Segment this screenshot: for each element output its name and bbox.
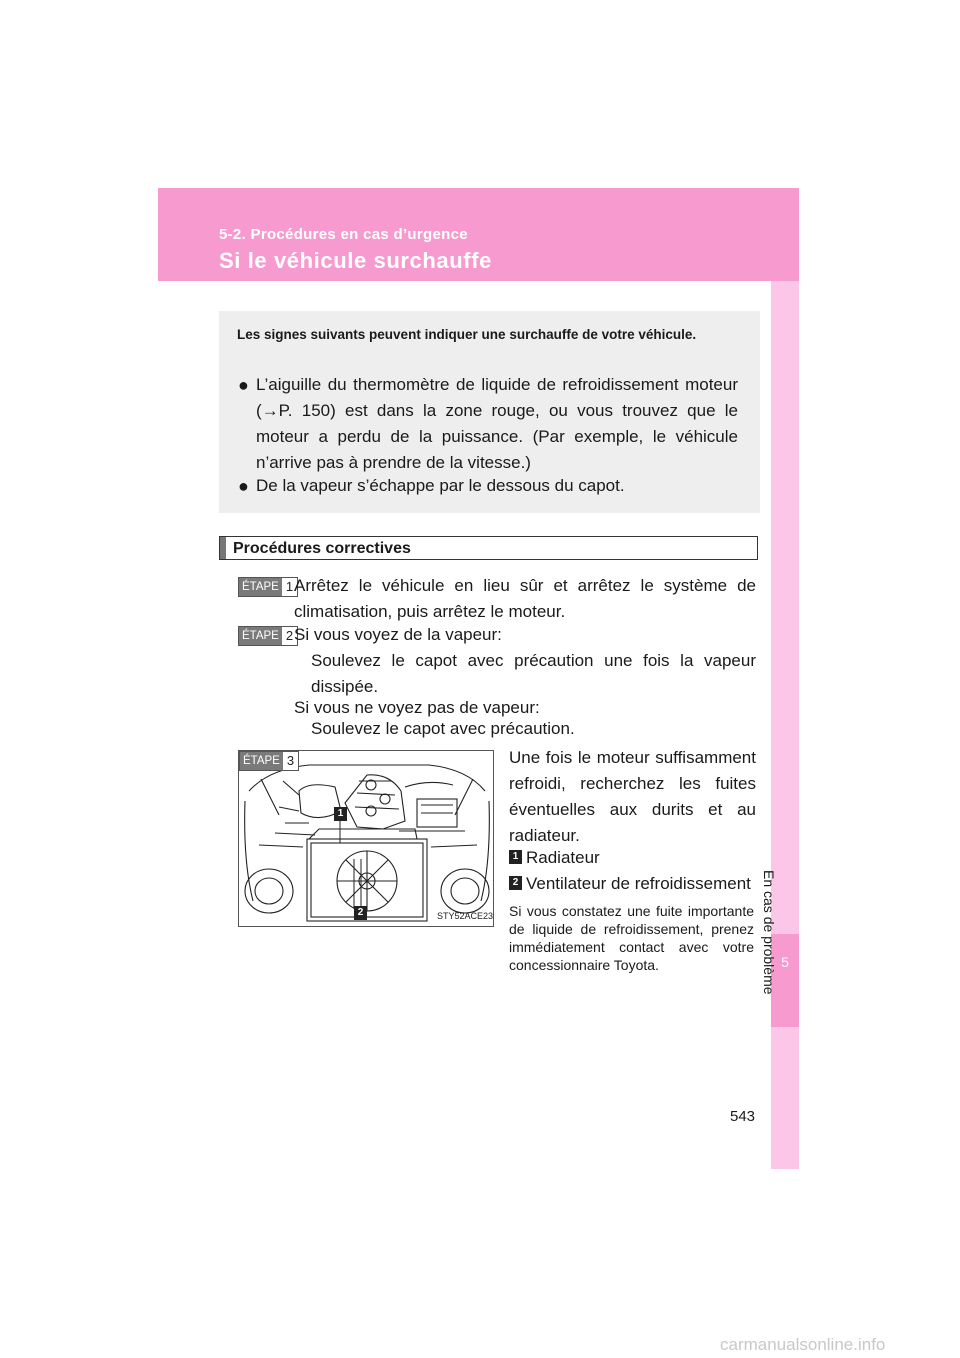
side-tab-label: En cas de problème <box>761 870 777 995</box>
intro-heading: Les signes suivants peuvent indiquer une surchauffe de votre véhicule. <box>237 327 697 342</box>
watermark: carmanualsonline.info <box>720 1335 886 1354</box>
intro-bullet <box>238 473 738 499</box>
step-2-badge <box>238 626 298 646</box>
step-number: 2 <box>285 628 294 643</box>
intro-bullet <box>238 372 738 476</box>
figure-callout-1: 1 <box>334 807 347 821</box>
step-2-sub1: Soulevez le capot avec précaution une fois la vapeur dissipée. <box>311 651 756 696</box>
legend-label: Ventilateur de refroidissement <box>526 874 751 893</box>
step-2-text: Si vous voyez de la vapeur: <box>294 625 502 644</box>
engine-drawing <box>239 751 494 927</box>
figure-callout-2: 2 <box>354 906 367 920</box>
legend-callout: 2 <box>509 876 522 890</box>
bullet-text: L’aiguille du thermomètre de liquide de refroidissement moteur (→P. 150) est dans la zone rouge, ou vous trouvez que le moteur a perdu de la puissance. (Par exemple, le véhicule n’arrive pas à prendre de la vitesse.) <box>256 375 738 472</box>
step-word: ÉTAPE <box>240 752 283 770</box>
bullet-text: De la vapeur s’échappe par le dessous du capot. <box>256 476 625 495</box>
step-word: ÉTAPE <box>239 578 282 596</box>
engine-illustration <box>238 750 494 927</box>
step-word: ÉTAPE <box>239 627 282 645</box>
step-3-text: Une fois le moteur suffisamment refroidi, recherchez les fuites éventuelles aux durits et au radiateur. <box>509 748 756 845</box>
note-text: Si vous constatez une fuite importante de liquide de refroidissement, prenez immédiatement contact avec votre concessionnaire Toyota. <box>509 903 754 973</box>
bullet-icon: ● <box>238 476 249 496</box>
step-3-badge <box>239 751 299 771</box>
bullet-icon: ● <box>238 375 249 395</box>
step-number: 3 <box>286 753 295 768</box>
step-1-badge <box>238 577 298 597</box>
procedures-heading <box>219 536 758 560</box>
heading-bar <box>220 537 226 559</box>
procedures-title: Procédures correctives <box>233 540 411 557</box>
legend-label: Radiateur <box>526 848 600 867</box>
step-number: 1 <box>285 579 294 594</box>
step-1-text: Arrêtez le véhicule en lieu sûr et arrêtez le système de climatisation, puis arrêtez le moteur. <box>294 576 756 621</box>
page-title: Si le véhicule surchauffe <box>219 248 492 273</box>
step-2-text2: Si vous ne voyez pas de vapeur: <box>294 698 540 717</box>
page-number: 543 <box>730 1108 756 1125</box>
legend-item <box>509 846 600 870</box>
figure-code: STY52ACE23 <box>437 911 494 921</box>
step-2-sub2: Soulevez le capot avec précaution. <box>311 719 575 738</box>
section-label: 5-2. Procédures en cas d’urgence <box>219 226 468 243</box>
side-tab <box>771 281 799 1169</box>
side-tab-number: 5 <box>781 954 789 970</box>
legend-item <box>509 872 751 896</box>
legend-callout: 1 <box>509 850 522 864</box>
